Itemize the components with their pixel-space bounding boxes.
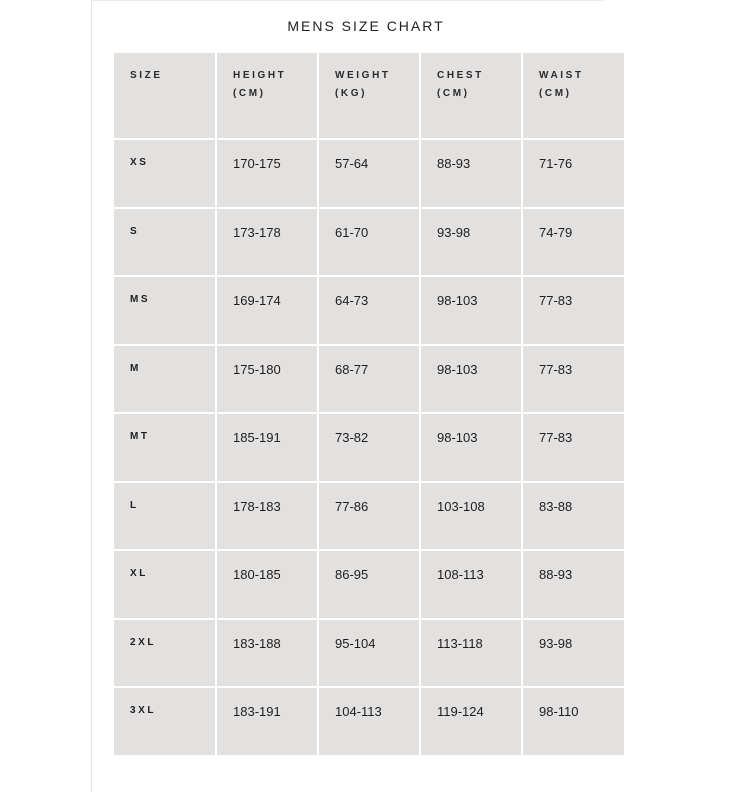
- table-cell-weight: 86-95: [319, 551, 419, 618]
- header-size: [114, 53, 215, 138]
- header-chest: [421, 53, 521, 138]
- table-cell-height: 175-180: [217, 346, 317, 413]
- table-cell-weight: 64-73: [319, 277, 419, 344]
- panel-left-border: [91, 0, 92, 792]
- header-unit: (CM): [233, 88, 266, 99]
- table-cell-waist: 77-83: [523, 277, 624, 344]
- table-cell-waist: 71-76: [523, 140, 624, 207]
- table-cell-weight: 73-82: [319, 414, 419, 481]
- header-label: HEIGHT: [233, 70, 287, 81]
- table-cell-height: 183-191: [217, 688, 317, 755]
- table-cell-height: 173-178: [217, 209, 317, 276]
- header-waist: [523, 53, 624, 138]
- table-cell-chest: 119-124: [421, 688, 521, 755]
- header-label: WEIGHT: [335, 70, 391, 81]
- table-cell-weight: 57-64: [319, 140, 419, 207]
- table-cell-size: 3XL: [114, 688, 215, 755]
- panel-top-border: [91, 0, 603, 1]
- table-cell-height: 169-174: [217, 277, 317, 344]
- table-cell-weight: 104-113: [319, 688, 419, 755]
- table-cell-size: MS: [114, 277, 215, 344]
- table-cell-waist: 93-98: [523, 620, 624, 687]
- table-cell-chest: 113-118: [421, 620, 521, 687]
- header-unit: (CM): [437, 88, 470, 99]
- table-cell-height: 183-188: [217, 620, 317, 687]
- header-label: WAIST: [539, 70, 584, 81]
- header-label: CHEST: [437, 70, 484, 81]
- table-cell-chest: 88-93: [421, 140, 521, 207]
- table-cell-waist: 77-83: [523, 414, 624, 481]
- table-cell-height: 180-185: [217, 551, 317, 618]
- table-cell-height: 185-191: [217, 414, 317, 481]
- table-cell-size: XL: [114, 551, 215, 618]
- table-cell-weight: 95-104: [319, 620, 419, 687]
- header-weight: [319, 53, 419, 138]
- page-title: MENS SIZE CHART: [287, 18, 445, 34]
- table-cell-weight: 77-86: [319, 483, 419, 550]
- table-cell-height: 170-175: [217, 140, 317, 207]
- header-unit: (KG): [335, 88, 368, 99]
- header-unit: (CM): [539, 88, 572, 99]
- table-cell-chest: 103-108: [421, 483, 521, 550]
- table-cell-chest: 98-103: [421, 346, 521, 413]
- table-cell-waist: 77-83: [523, 346, 624, 413]
- table-cell-weight: 68-77: [319, 346, 419, 413]
- table-cell-size: L: [114, 483, 215, 550]
- table-cell-weight: 61-70: [319, 209, 419, 276]
- table-cell-size: S: [114, 209, 215, 276]
- table-cell-size: 2XL: [114, 620, 215, 687]
- table-cell-waist: 74-79: [523, 209, 624, 276]
- table-cell-size: XS: [114, 140, 215, 207]
- table-cell-size: MT: [114, 414, 215, 481]
- header-label: SIZE: [130, 70, 163, 81]
- table-cell-waist: 83-88: [523, 483, 624, 550]
- table-cell-height: 178-183: [217, 483, 317, 550]
- table-cell-waist: 98-110: [523, 688, 624, 755]
- table-cell-size: M: [114, 346, 215, 413]
- table-cell-chest: 108-113: [421, 551, 521, 618]
- size-chart-table: [114, 53, 624, 755]
- table-cell-chest: 98-103: [421, 277, 521, 344]
- table-cell-waist: 88-93: [523, 551, 624, 618]
- table-cell-chest: 93-98: [421, 209, 521, 276]
- header-height: [217, 53, 317, 138]
- table-cell-chest: 98-103: [421, 414, 521, 481]
